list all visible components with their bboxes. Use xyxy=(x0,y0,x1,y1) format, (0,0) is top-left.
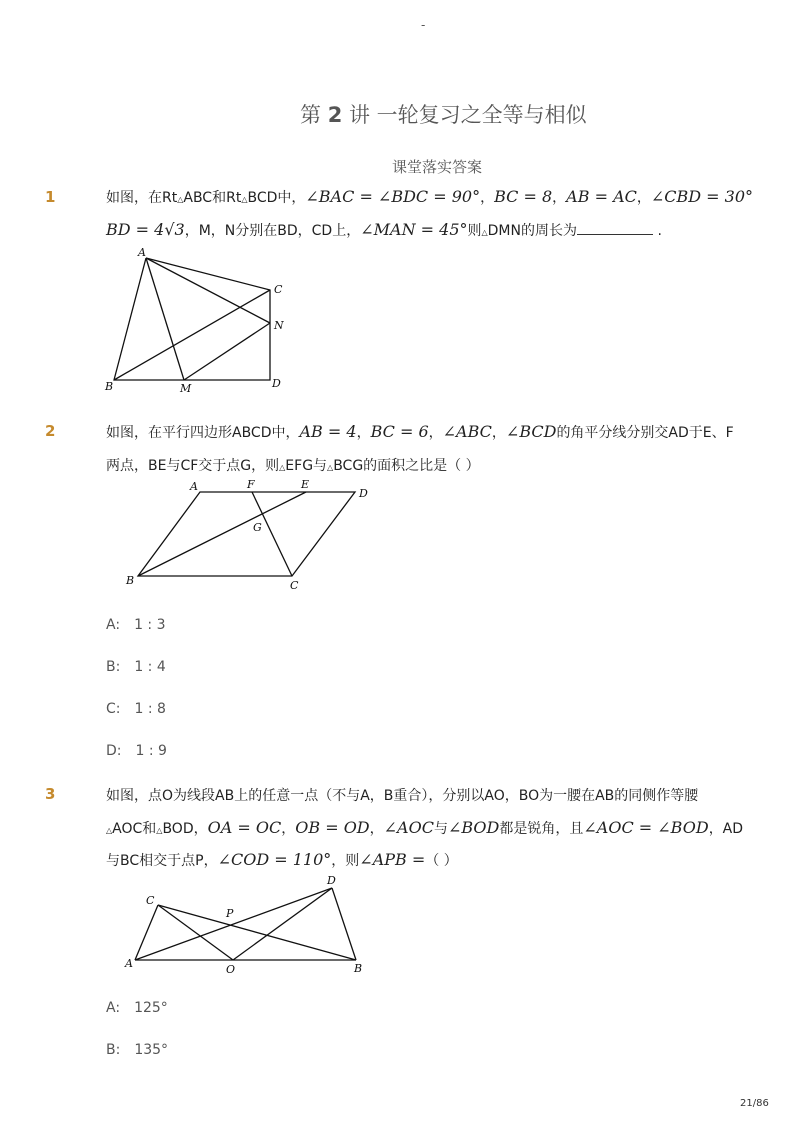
label-D: D xyxy=(359,487,368,500)
label-A: A xyxy=(125,957,133,970)
label-A: A xyxy=(138,246,146,259)
q3-line-3: 与BC相交于点P，∠COD = 110°，则∠APB =（ ） xyxy=(106,850,458,869)
q3-line-2: △AOC和△BOD，OA = OC，OB = OD，∠AOC与∠BOD都是锐角，且∠AOC = ∠BOD，AD xyxy=(106,818,744,837)
label-B: B xyxy=(126,574,135,587)
label-P: P xyxy=(226,907,234,920)
answer-blank xyxy=(577,222,653,235)
question-number-1: 1 xyxy=(45,188,56,206)
label-N: N xyxy=(274,319,284,332)
label-D: D xyxy=(272,377,281,390)
q3-line-1: 如图，点O为线段AB上的任意一点（不与A，B重合），分别以AO，BO为一腰在AB的同侧作等腰 xyxy=(106,788,699,804)
q1-figure xyxy=(100,245,300,400)
label-A: A xyxy=(190,480,198,493)
label-B: B xyxy=(105,380,114,393)
page-title: 第 2 讲 一轮复习之全等与相似 xyxy=(300,103,587,127)
q2-option-c: C: 1 : 8 xyxy=(106,701,166,717)
question-number-3: 3 xyxy=(45,785,56,803)
q3-option-b: B: 135° xyxy=(106,1042,169,1058)
q3-figure xyxy=(120,870,380,980)
header-dash: - xyxy=(421,18,426,32)
label-C: C xyxy=(146,894,155,907)
q2-line-2: 两点，BE与CF交于点G，则△EFG与△BCG的面积之比是（ ） xyxy=(106,458,480,474)
label-M: M xyxy=(180,382,192,395)
label-G: G xyxy=(253,521,262,534)
q2-option-d: D: 1 : 9 xyxy=(106,743,167,759)
q2-line-1: 如图，在平行四边形ABCD中，AB = 4，BC = 6，∠ABC，∠BCD的角平分线分别交AD于E、F xyxy=(106,422,734,441)
q1-line-1: 如图，在Rt△ABC和Rt△BCD中，∠BAC = ∠BDC = 90°，BC = 8，AB = AC，∠CBD = 30° xyxy=(106,187,754,206)
question-number-2: 2 xyxy=(45,422,56,440)
page-number: 21/86 xyxy=(740,1098,769,1109)
label-E: E xyxy=(301,478,310,491)
q2-option-a: A: 1 : 3 xyxy=(106,617,166,633)
q3-option-a: A: 125° xyxy=(106,1000,168,1016)
label-F: F xyxy=(247,478,255,491)
label-C: C xyxy=(274,283,283,296)
q2-option-b: B: 1 : 4 xyxy=(106,659,166,675)
label-C: C xyxy=(290,579,299,592)
q2-figure xyxy=(120,476,380,596)
triangle-symbol: △ xyxy=(241,195,248,204)
label-O: O xyxy=(226,963,236,976)
page-subtitle: 课堂落实答案 xyxy=(392,158,483,176)
label-B: B xyxy=(354,962,363,975)
triangle-symbol: △ xyxy=(177,195,184,204)
q1-line-2: BD = 4√3，M，N分别在BD，CD上，∠MAN = 45°则△DMN的周长为 . xyxy=(106,220,662,239)
label-D: D xyxy=(327,874,336,887)
